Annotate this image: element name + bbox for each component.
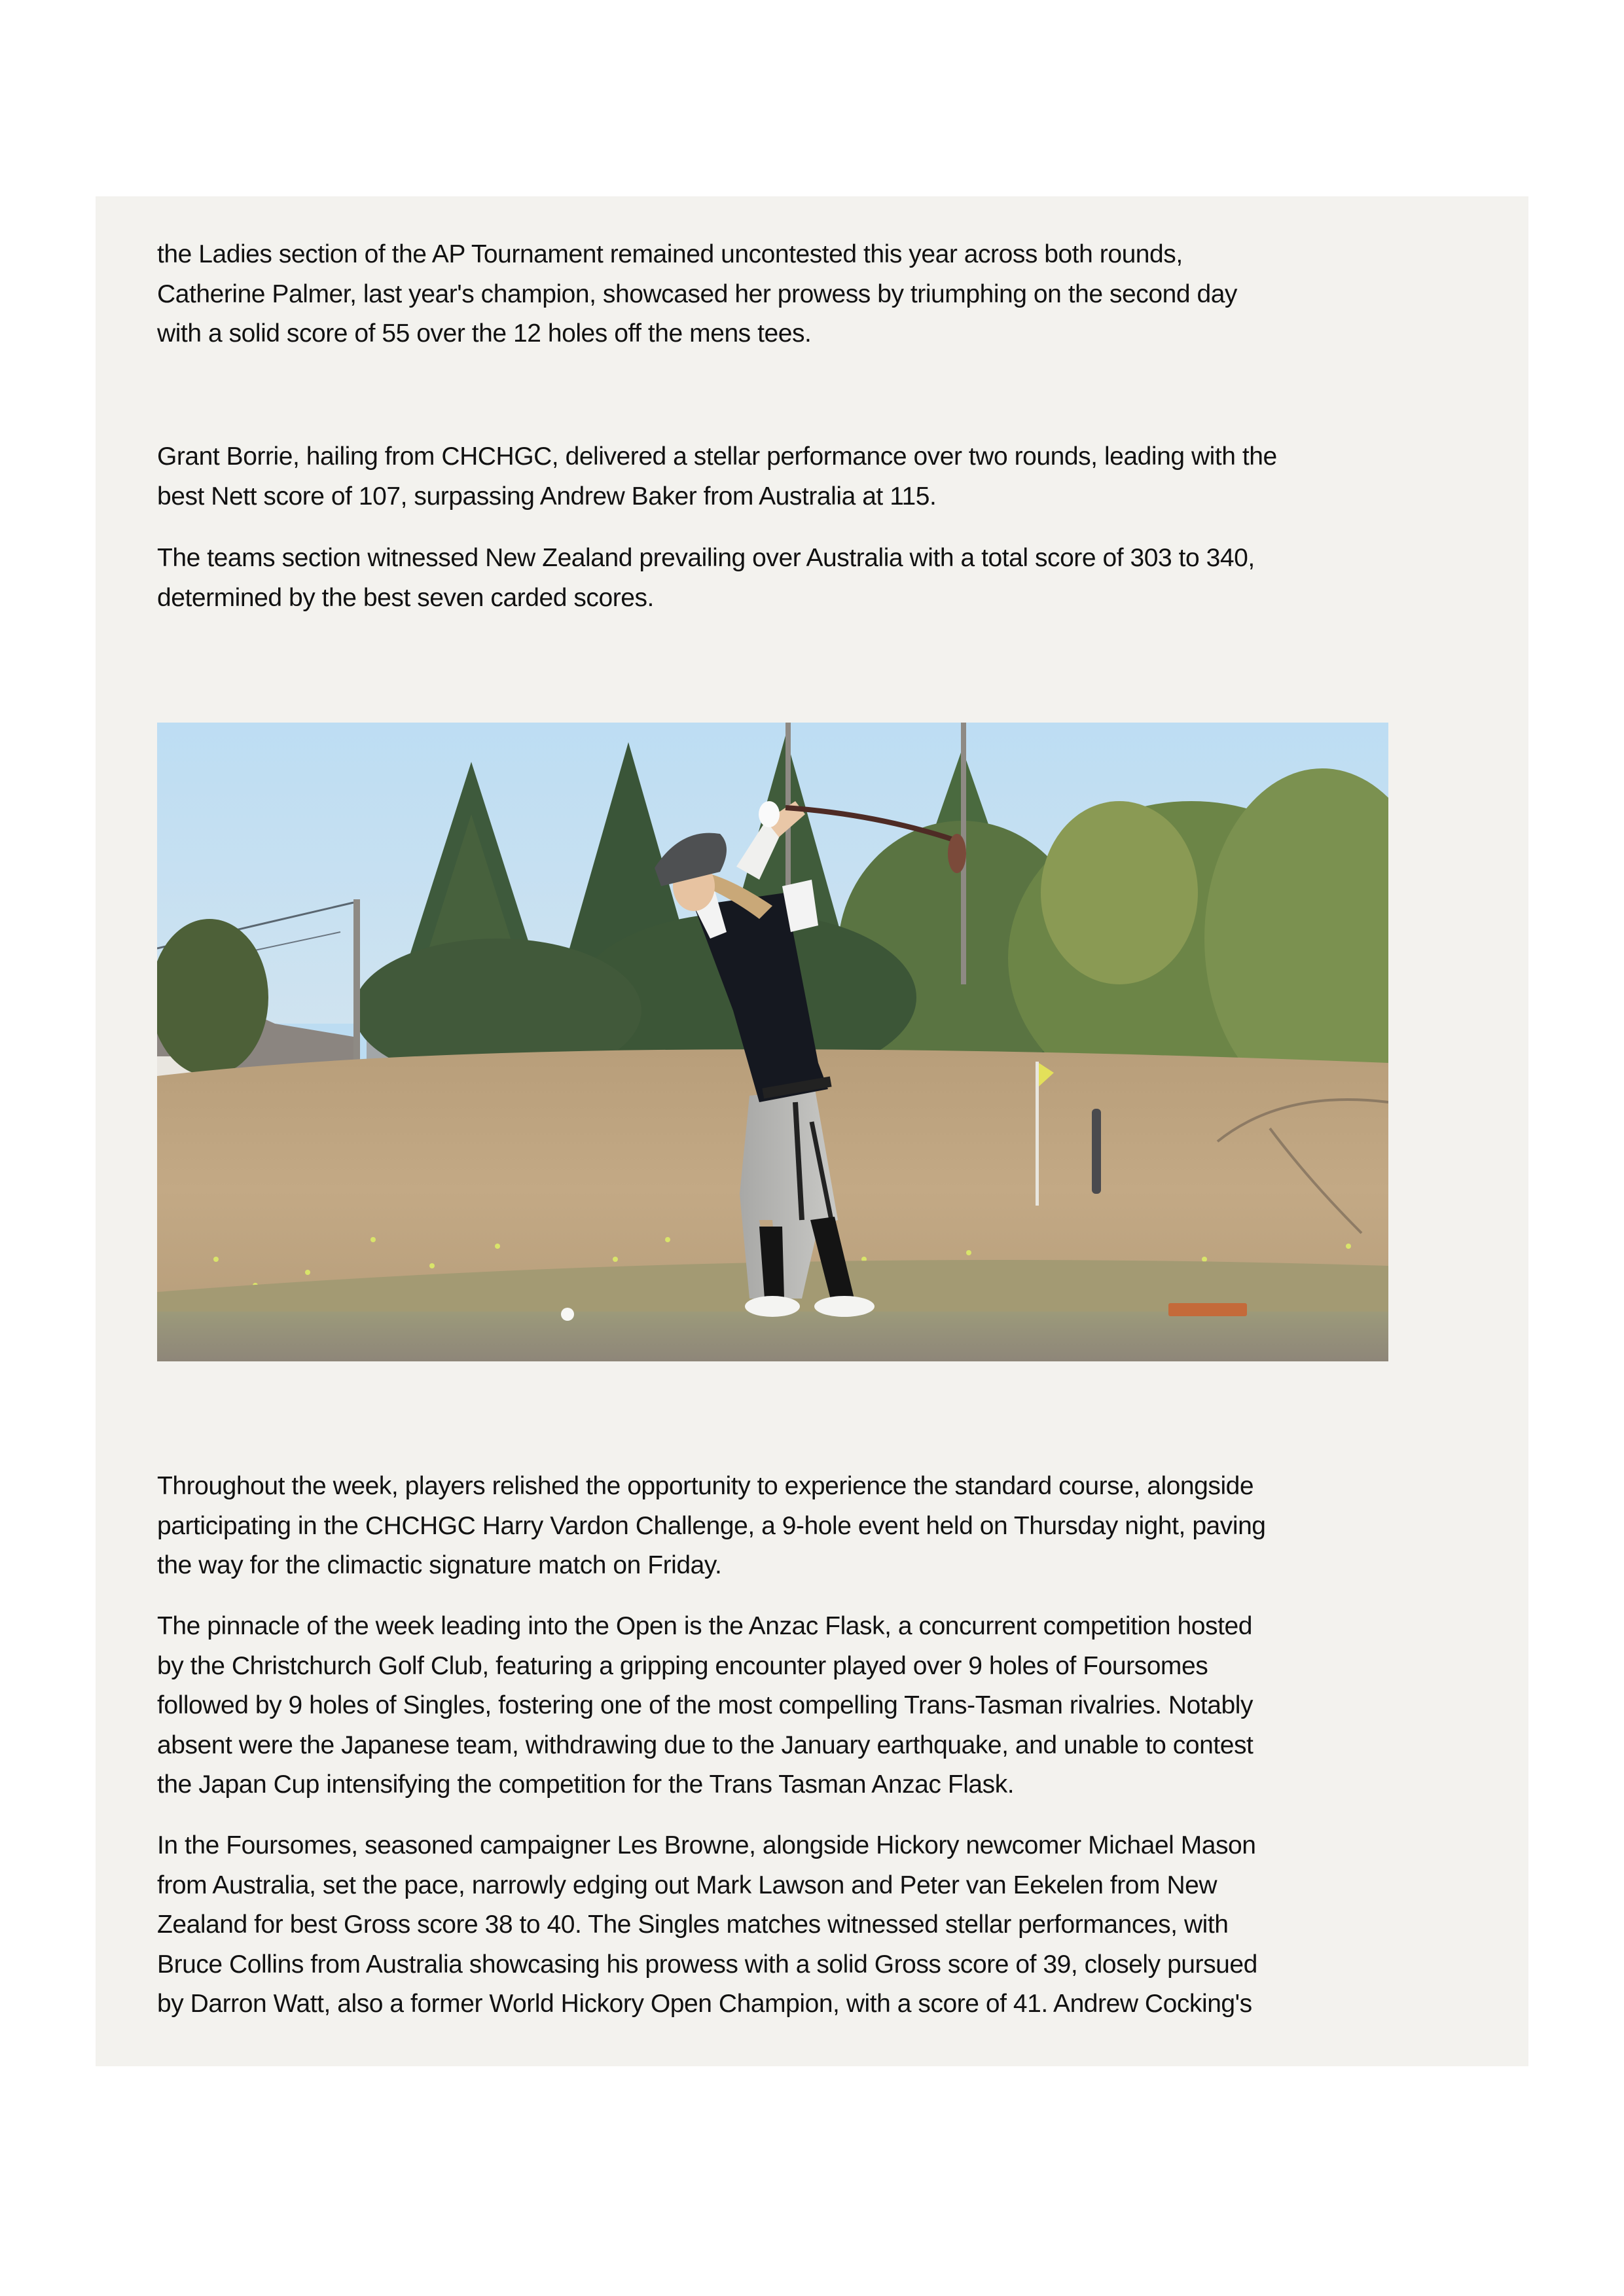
paragraph-foursomes-singles [157, 1826, 1257, 2024]
text-line: Zealand for best Gross score 38 to 40. The Singles matches witnessed stellar performances, with [157, 1910, 1229, 1939]
text-line: by Darron Watt, also a former World Hickory Open Champion, with a score of 41. Andrew Cocking's [157, 1990, 1252, 2018]
paragraph-ladies-section [157, 235, 1237, 354]
text-line: Bruce Collins from Australia showcasing his prowess with a solid Gross score of 39, closely pursued [157, 1950, 1257, 1979]
golfer-photo [157, 723, 1388, 1361]
text-line: Grant Borrie, hailing from CHCHGC, delivered a stellar performance over two rounds, leading with the [157, 442, 1277, 471]
text-line: In the Foursomes, seasoned campaigner Les Browne, alongside Hickory newcomer Michael Mason [157, 1831, 1256, 1859]
paragraph-anzac-flask [157, 1607, 1253, 1805]
text-line: Throughout the week, players relished the opportunity to experience the standard course, alongside [157, 1472, 1254, 1500]
text-line: absent were the Japanese team, withdrawing due to the January earthquake, and unable to contest [157, 1731, 1254, 1759]
text-line: followed by 9 holes of Singles, fostering one of the most compelling Trans-Tasman rivalries. Notably [157, 1691, 1254, 1719]
text-line: best Nett score of 107, surpassing Andrew Baker from Australia at 115. [157, 482, 937, 511]
paragraph-week-events [157, 1467, 1266, 1586]
text-line: by the Christchurch Golf Club, featuring a gripping encounter played over 9 holes of Foursomes [157, 1651, 1208, 1680]
text-line: with a solid score of 55 over the 12 holes off the mens tees. [157, 319, 812, 348]
text-line: The teams section witnessed New Zealand prevailing over Australia with a total score of 303 to 340, [157, 544, 1255, 572]
text-line: the Japan Cup intensifying the competition for the Trans Tasman Anzac Flask. [157, 1770, 1015, 1799]
paragraph-nett-score [157, 437, 1277, 516]
text-line: from Australia, set the pace, narrowly edging out Mark Lawson and Peter van Eekelen from New [157, 1871, 1218, 1899]
tee-box-ground [157, 1312, 1388, 1361]
text-line: The pinnacle of the week leading into the Open is the Anzac Flask, a concurrent competition hosted [157, 1612, 1252, 1640]
text-line: the way for the climactic signature match on Friday. [157, 1551, 722, 1579]
text-line: determined by the best seven carded scores. [157, 583, 654, 612]
tee-marker [1168, 1303, 1247, 1316]
text-line: participating in the CHCHGC Harry Vardon Challenge, a 9-hole event held on Thursday night, paving [157, 1511, 1266, 1540]
distant-figure [1092, 1109, 1101, 1194]
paragraph-teams-section [157, 539, 1255, 618]
golf-ball [561, 1308, 574, 1321]
text-line: the Ladies section of the AP Tournament remained uncontested this year across both rounds, [157, 240, 1183, 268]
text-line: Catherine Palmer, last year's champion, showcased her prowess by triumphing on the second day [157, 279, 1237, 308]
